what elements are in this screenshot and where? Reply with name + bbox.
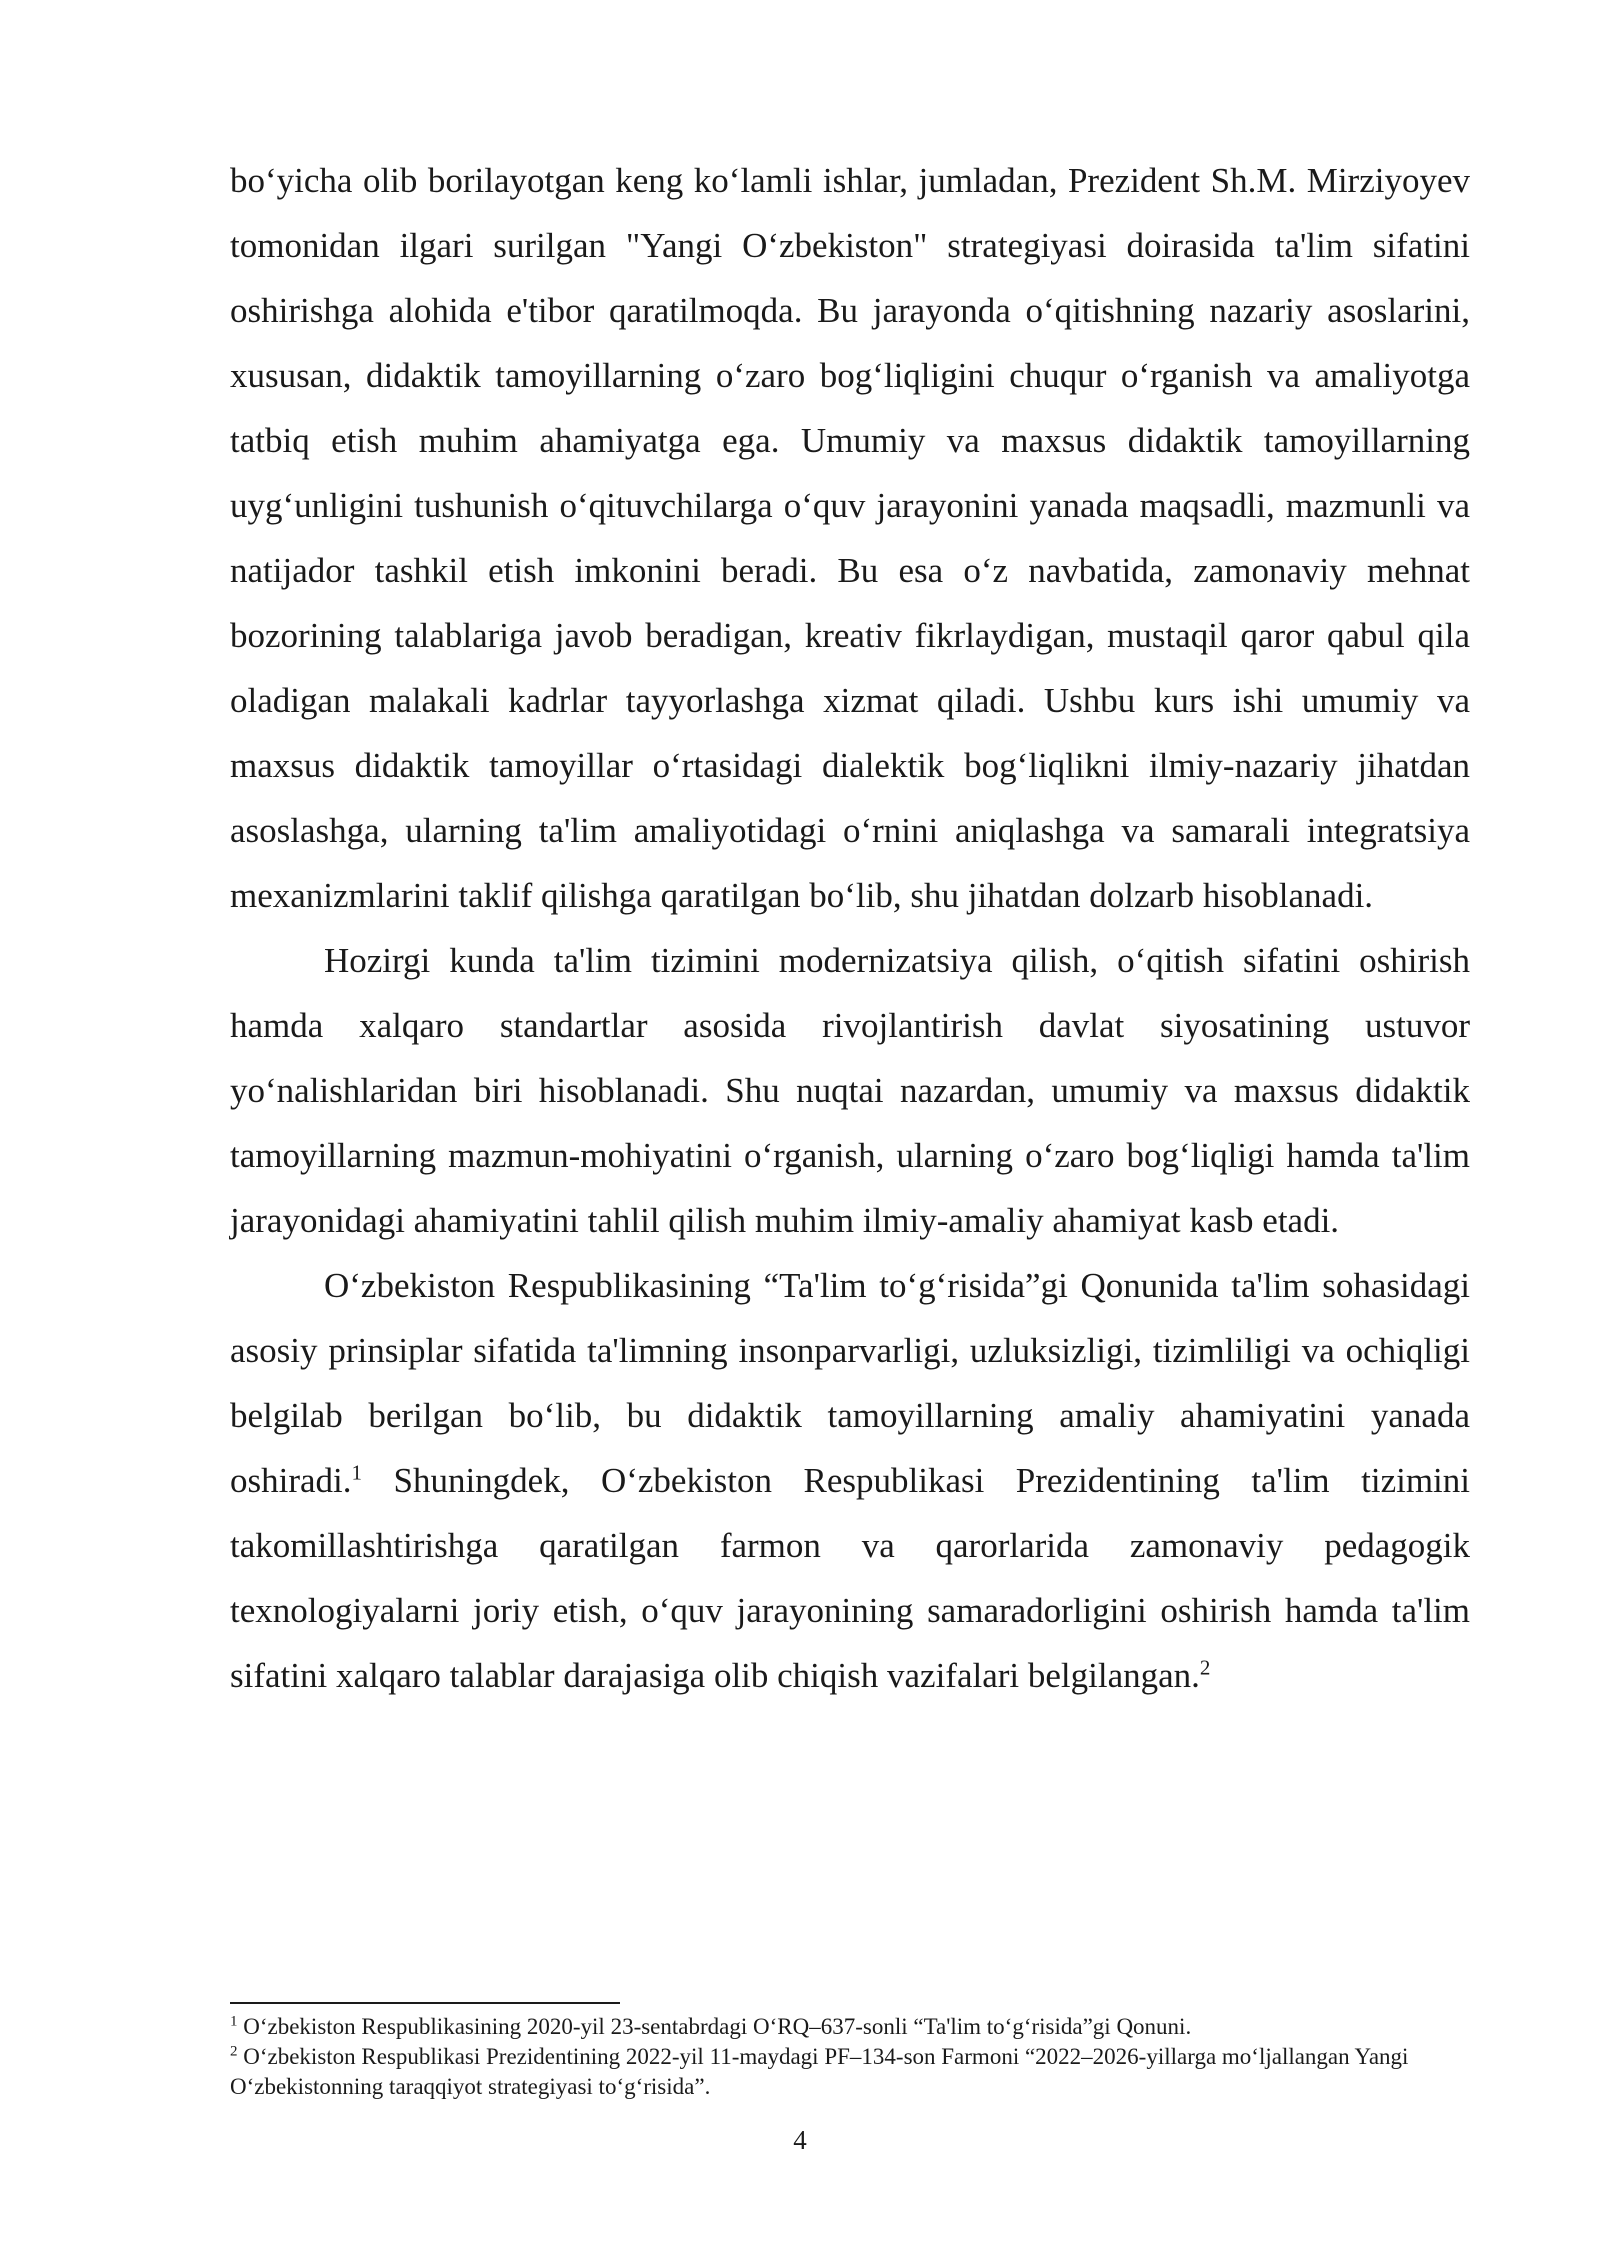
paragraph-2: Hozirgi kunda ta'lim tizimini modernizatsiya qilish, o‘qitish sifatini oshirish hamda xalqaro standartlar asosida rivojlantirish davlat siyosatining ustuvor yo‘nalishlaridan biri hisoblanadi. Shu nuqtai nazardan, umumiy va maxsus didaktik tamoyillarning mazmun-mohiyatini o‘rganish, ularning o‘zaro bog‘liqligi hamda ta'lim jarayonidagi ahamiyatini tahlil qilish muhim ilmiy-amaliy ahamiyat kasb etadi.	[230, 941, 1470, 1240]
paragraph-3-part-2: Shuningdek, O‘zbekiston Respublikasi Prezidentining ta'lim tizimini takomillashtirishga qaratilgan farmon va qarorlarida zamonaviy pedagogik texnologiyalarni joriy etish, o‘quv jarayonining samaradorligini oshirish hamda ta'lim sifatini xalqaro talablar darajasiga olib chiqish vazifalari belgilangan.	[230, 1461, 1470, 1695]
footnote-text-2: O‘zbekiston Respublikasi Prezidentining 2022-yil 11-maydagi PF–134-son Farmoni “2022–2026-yillarga mo‘ljallangan Yangi O‘zbekistonning taraqqiyot strategiyasi to‘g‘risida”.	[230, 2044, 1409, 2099]
paragraph-3	[230, 1253, 1470, 1708]
footnote-separator	[230, 2002, 620, 2004]
paragraph-3-part-1: O‘zbekiston Respublikasining “Ta'lim to‘g‘risida”gi Qonunida ta'lim sohasidagi asosiy prinsiplar sifatida ta'limning insonparvarligi, uzluksizligi, tizimliligi va ochiqligi belgilab berilgan bo‘lib, bu didaktik tamoyillarning amaliy ahamiyatini yanada oshiradi.	[230, 1266, 1470, 1500]
body-text	[230, 148, 1470, 1708]
footnote-reference-2[interactable]: 2	[1199, 1655, 1211, 1680]
footnote-1	[230, 2012, 1470, 2042]
footnote-number-1: 1	[230, 2013, 238, 2030]
page-number: 4	[793, 2125, 807, 2155]
footnotes	[230, 2012, 1470, 2102]
footnote-text-1: O‘zbekiston Respublikasining 2020-yil 23-sentabrdagi O‘RQ–637-sonli “Ta'lim to‘g‘risida”gi Qonuni.	[237, 2014, 1192, 2039]
footnote-number-2: 2	[230, 2043, 238, 2060]
footnote-2	[230, 2042, 1470, 2102]
paragraph-1: bo‘yicha olib borilayotgan keng ko‘lamli ishlar, jumladan, Prezident Sh.M. Mirziyoyev tomonidan ilgari surilgan "Yangi O‘zbekiston" strategiyasi doirasida ta'lim sifatini oshirishga alohida e'tibor qaratilmoqda. Bu jarayonda o‘qitishning nazariy asoslarini, xususan, didaktik tamoyillarning o‘zaro bog‘liqligini chuqur o‘rganish va amaliyotga tatbiq etish muhim ahamiyatga ega. Umumiy va maxsus didaktik tamoyillarning uyg‘unligini tushunish o‘qituvchilarga o‘quv jarayonini yanada maqsadli, mazmunli va natijador tashkil etish imkonini beradi. Bu esa o‘z navbatida, zamonaviy mehnat bozorining talablariga javob beradigan, kreativ fikrlaydigan, mustaqil qaror qabul qila oladigan malakali kadrlar tayyorlashga xizmat qiladi. Ushbu kurs ishi umumiy va maxsus didaktik tamoyillar o‘rtasidagi dialektik bog‘liqlikni ilmiy-nazariy jihatdan asoslashga, ularning ta'lim amaliyotidagi o‘rnini aniqlashga va samarali integratsiya mexanizmlarini taklif qilishga qaratilgan bo‘lib, shu jihatdan dolzarb hisoblanadi.	[230, 161, 1470, 915]
footnote-reference-1[interactable]: 1	[351, 1460, 363, 1485]
